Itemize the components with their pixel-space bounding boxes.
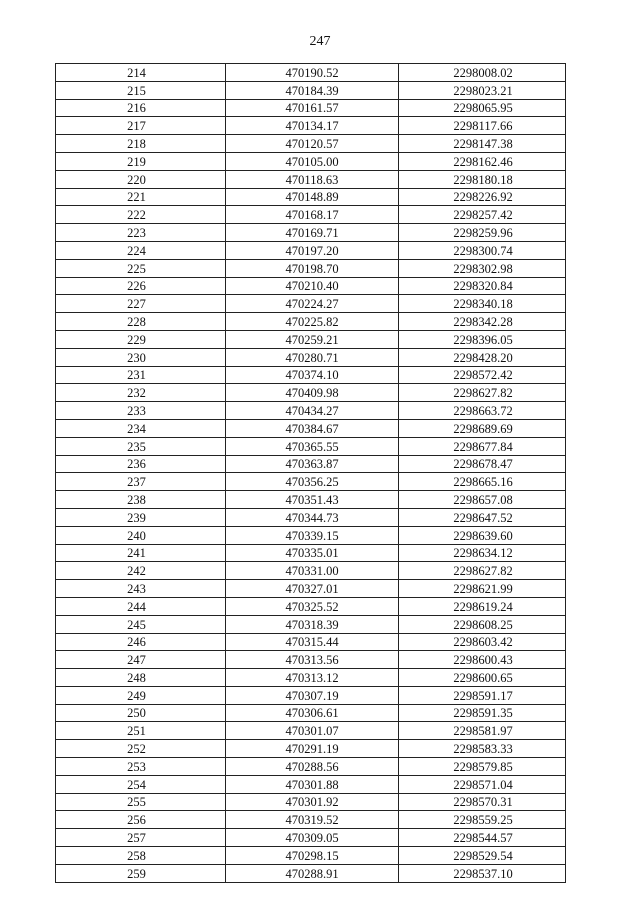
- point-number-cell: 259: [56, 864, 226, 882]
- y-coordinate-cell: 2298396.05: [399, 330, 566, 348]
- table-row: [56, 295, 566, 313]
- x-coordinate-cell: 470134.17: [226, 117, 399, 135]
- x-coordinate-cell: 470197.20: [226, 241, 399, 259]
- x-coordinate-cell: 470434.27: [226, 402, 399, 420]
- y-coordinate-cell: 2298583.33: [399, 740, 566, 758]
- point-number-cell: 236: [56, 455, 226, 473]
- x-coordinate-cell: 470118.63: [226, 170, 399, 188]
- y-coordinate-cell: 2298428.20: [399, 348, 566, 366]
- y-coordinate-cell: 2298591.17: [399, 686, 566, 704]
- x-coordinate-cell: 470148.89: [226, 188, 399, 206]
- point-number-cell: 222: [56, 206, 226, 224]
- point-number-cell: 234: [56, 419, 226, 437]
- point-number-cell: 238: [56, 491, 226, 509]
- table-row: [56, 241, 566, 259]
- x-coordinate-cell: 470190.52: [226, 64, 399, 82]
- y-coordinate-cell: 2298302.98: [399, 259, 566, 277]
- x-coordinate-cell: 470363.87: [226, 455, 399, 473]
- y-coordinate-cell: 2298591.35: [399, 704, 566, 722]
- table-row: [56, 544, 566, 562]
- x-coordinate-cell: 470327.01: [226, 580, 399, 598]
- x-coordinate-cell: 470339.15: [226, 526, 399, 544]
- y-coordinate-cell: 2298627.82: [399, 384, 566, 402]
- point-number-cell: 227: [56, 295, 226, 313]
- x-coordinate-cell: 470307.19: [226, 686, 399, 704]
- y-coordinate-cell: 2298320.84: [399, 277, 566, 295]
- point-number-cell: 244: [56, 597, 226, 615]
- point-number-cell: 216: [56, 99, 226, 117]
- x-coordinate-cell: 470120.57: [226, 135, 399, 153]
- y-coordinate-cell: 2298619.24: [399, 597, 566, 615]
- y-coordinate-cell: 2298647.52: [399, 508, 566, 526]
- point-number-cell: 232: [56, 384, 226, 402]
- point-number-cell: 247: [56, 651, 226, 669]
- table-row: [56, 722, 566, 740]
- point-number-cell: 251: [56, 722, 226, 740]
- table-row: [56, 704, 566, 722]
- x-coordinate-cell: 470318.39: [226, 615, 399, 633]
- table-row: [56, 758, 566, 776]
- x-coordinate-cell: 470309.05: [226, 829, 399, 847]
- table-row: [56, 455, 566, 473]
- point-number-cell: 245: [56, 615, 226, 633]
- point-number-cell: 253: [56, 758, 226, 776]
- y-coordinate-cell: 2298689.69: [399, 419, 566, 437]
- y-coordinate-cell: 2298600.65: [399, 669, 566, 687]
- x-coordinate-cell: 470298.15: [226, 847, 399, 865]
- table-row: [56, 847, 566, 865]
- y-coordinate-cell: 2298571.04: [399, 775, 566, 793]
- table-row: [56, 829, 566, 847]
- y-coordinate-cell: 2298665.16: [399, 473, 566, 491]
- y-coordinate-cell: 2298572.42: [399, 366, 566, 384]
- x-coordinate-cell: 470105.00: [226, 152, 399, 170]
- point-number-cell: 229: [56, 330, 226, 348]
- point-number-cell: 221: [56, 188, 226, 206]
- point-number-cell: 241: [56, 544, 226, 562]
- y-coordinate-cell: 2298600.43: [399, 651, 566, 669]
- y-coordinate-cell: 2298581.97: [399, 722, 566, 740]
- table-row: [56, 580, 566, 598]
- table-row: [56, 651, 566, 669]
- page-number: 247: [309, 34, 331, 49]
- y-coordinate-cell: 2298570.31: [399, 793, 566, 811]
- y-coordinate-cell: 2298608.25: [399, 615, 566, 633]
- table-row: [56, 384, 566, 402]
- table-row: [56, 562, 566, 580]
- point-number-cell: 223: [56, 224, 226, 242]
- point-number-cell: 242: [56, 562, 226, 580]
- x-coordinate-cell: 470384.67: [226, 419, 399, 437]
- y-coordinate-cell: 2298300.74: [399, 241, 566, 259]
- y-coordinate-cell: 2298008.02: [399, 64, 566, 82]
- table-row: [56, 419, 566, 437]
- y-coordinate-cell: 2298257.42: [399, 206, 566, 224]
- point-number-cell: 255: [56, 793, 226, 811]
- y-coordinate-cell: 2298342.28: [399, 313, 566, 331]
- x-coordinate-cell: 470210.40: [226, 277, 399, 295]
- point-number-cell: 257: [56, 829, 226, 847]
- coordinates-table-body: [56, 64, 566, 883]
- point-number-cell: 220: [56, 170, 226, 188]
- x-coordinate-cell: 470301.92: [226, 793, 399, 811]
- x-coordinate-cell: 470198.70: [226, 259, 399, 277]
- x-coordinate-cell: 470301.07: [226, 722, 399, 740]
- point-number-cell: 217: [56, 117, 226, 135]
- point-number-cell: 237: [56, 473, 226, 491]
- y-coordinate-cell: 2298559.25: [399, 811, 566, 829]
- x-coordinate-cell: 470319.52: [226, 811, 399, 829]
- table-row: [56, 740, 566, 758]
- y-coordinate-cell: 2298529.54: [399, 847, 566, 865]
- y-coordinate-cell: 2298340.18: [399, 295, 566, 313]
- table-row: [56, 597, 566, 615]
- point-number-cell: 258: [56, 847, 226, 865]
- y-coordinate-cell: 2298544.57: [399, 829, 566, 847]
- y-coordinate-cell: 2298117.66: [399, 117, 566, 135]
- table-row: [56, 508, 566, 526]
- point-number-cell: 254: [56, 775, 226, 793]
- table-row: [56, 99, 566, 117]
- table-row: [56, 526, 566, 544]
- x-coordinate-cell: 470356.25: [226, 473, 399, 491]
- point-number-cell: 225: [56, 259, 226, 277]
- point-number-cell: 219: [56, 152, 226, 170]
- y-coordinate-cell: 2298634.12: [399, 544, 566, 562]
- table-row: [56, 348, 566, 366]
- y-coordinate-cell: 2298627.82: [399, 562, 566, 580]
- x-coordinate-cell: 470184.39: [226, 81, 399, 99]
- x-coordinate-cell: 470291.19: [226, 740, 399, 758]
- table-row: [56, 669, 566, 687]
- y-coordinate-cell: 2298639.60: [399, 526, 566, 544]
- x-coordinate-cell: 470259.21: [226, 330, 399, 348]
- x-coordinate-cell: 470315.44: [226, 633, 399, 651]
- y-coordinate-cell: 2298677.84: [399, 437, 566, 455]
- x-coordinate-cell: 470313.56: [226, 651, 399, 669]
- table-row: [56, 686, 566, 704]
- x-coordinate-cell: 470168.17: [226, 206, 399, 224]
- x-coordinate-cell: 470365.55: [226, 437, 399, 455]
- table-row: [56, 437, 566, 455]
- y-coordinate-cell: 2298065.95: [399, 99, 566, 117]
- point-number-cell: 230: [56, 348, 226, 366]
- point-number-cell: 252: [56, 740, 226, 758]
- point-number-cell: 228: [56, 313, 226, 331]
- point-number-cell: 243: [56, 580, 226, 598]
- y-coordinate-cell: 2298657.08: [399, 491, 566, 509]
- x-coordinate-cell: 470409.98: [226, 384, 399, 402]
- x-coordinate-cell: 470313.12: [226, 669, 399, 687]
- x-coordinate-cell: 470344.73: [226, 508, 399, 526]
- y-coordinate-cell: 2298663.72: [399, 402, 566, 420]
- table-row: [56, 473, 566, 491]
- x-coordinate-cell: 470306.61: [226, 704, 399, 722]
- point-number-cell: 248: [56, 669, 226, 687]
- x-coordinate-cell: 470325.52: [226, 597, 399, 615]
- x-coordinate-cell: 470161.57: [226, 99, 399, 117]
- table-row: [56, 864, 566, 882]
- table-row: [56, 277, 566, 295]
- y-coordinate-cell: 2298603.42: [399, 633, 566, 651]
- table-row: [56, 81, 566, 99]
- table-row: [56, 330, 566, 348]
- table-row: [56, 615, 566, 633]
- point-number-cell: 239: [56, 508, 226, 526]
- x-coordinate-cell: 470331.00: [226, 562, 399, 580]
- point-number-cell: 233: [56, 402, 226, 420]
- point-number-cell: 249: [56, 686, 226, 704]
- y-coordinate-cell: 2298162.46: [399, 152, 566, 170]
- x-coordinate-cell: 470301.88: [226, 775, 399, 793]
- table-row: [56, 135, 566, 153]
- table-row: [56, 259, 566, 277]
- y-coordinate-cell: 2298579.85: [399, 758, 566, 776]
- table-row: [56, 206, 566, 224]
- table-row: [56, 775, 566, 793]
- y-coordinate-cell: 2298023.21: [399, 81, 566, 99]
- y-coordinate-cell: 2298678.47: [399, 455, 566, 473]
- x-coordinate-cell: 470280.71: [226, 348, 399, 366]
- table-row: [56, 366, 566, 384]
- x-coordinate-cell: 470288.91: [226, 864, 399, 882]
- point-number-cell: 240: [56, 526, 226, 544]
- table-row: [56, 64, 566, 82]
- y-coordinate-cell: 2298537.10: [399, 864, 566, 882]
- y-coordinate-cell: 2298259.96: [399, 224, 566, 242]
- table-row: [56, 224, 566, 242]
- y-coordinate-cell: 2298180.18: [399, 170, 566, 188]
- y-coordinate-cell: 2298226.92: [399, 188, 566, 206]
- table-row: [56, 188, 566, 206]
- y-coordinate-cell: 2298147.38: [399, 135, 566, 153]
- point-number-cell: 235: [56, 437, 226, 455]
- table-row: [56, 793, 566, 811]
- point-number-cell: 214: [56, 64, 226, 82]
- table-row: [56, 402, 566, 420]
- table-row: [56, 117, 566, 135]
- point-number-cell: 256: [56, 811, 226, 829]
- point-number-cell: 250: [56, 704, 226, 722]
- table-row: [56, 152, 566, 170]
- x-coordinate-cell: 470351.43: [226, 491, 399, 509]
- table-row: [56, 633, 566, 651]
- table-row: [56, 491, 566, 509]
- x-coordinate-cell: 470169.71: [226, 224, 399, 242]
- point-number-cell: 218: [56, 135, 226, 153]
- x-coordinate-cell: 470288.56: [226, 758, 399, 776]
- x-coordinate-cell: 470225.82: [226, 313, 399, 331]
- point-number-cell: 215: [56, 81, 226, 99]
- point-number-cell: 226: [56, 277, 226, 295]
- point-number-cell: 231: [56, 366, 226, 384]
- table-row: [56, 811, 566, 829]
- table-row: [56, 313, 566, 331]
- table-row: [56, 170, 566, 188]
- x-coordinate-cell: 470335.01: [226, 544, 399, 562]
- x-coordinate-cell: 470224.27: [226, 295, 399, 313]
- y-coordinate-cell: 2298621.99: [399, 580, 566, 598]
- x-coordinate-cell: 470374.10: [226, 366, 399, 384]
- point-number-cell: 224: [56, 241, 226, 259]
- coordinates-table: [55, 63, 566, 883]
- point-number-cell: 246: [56, 633, 226, 651]
